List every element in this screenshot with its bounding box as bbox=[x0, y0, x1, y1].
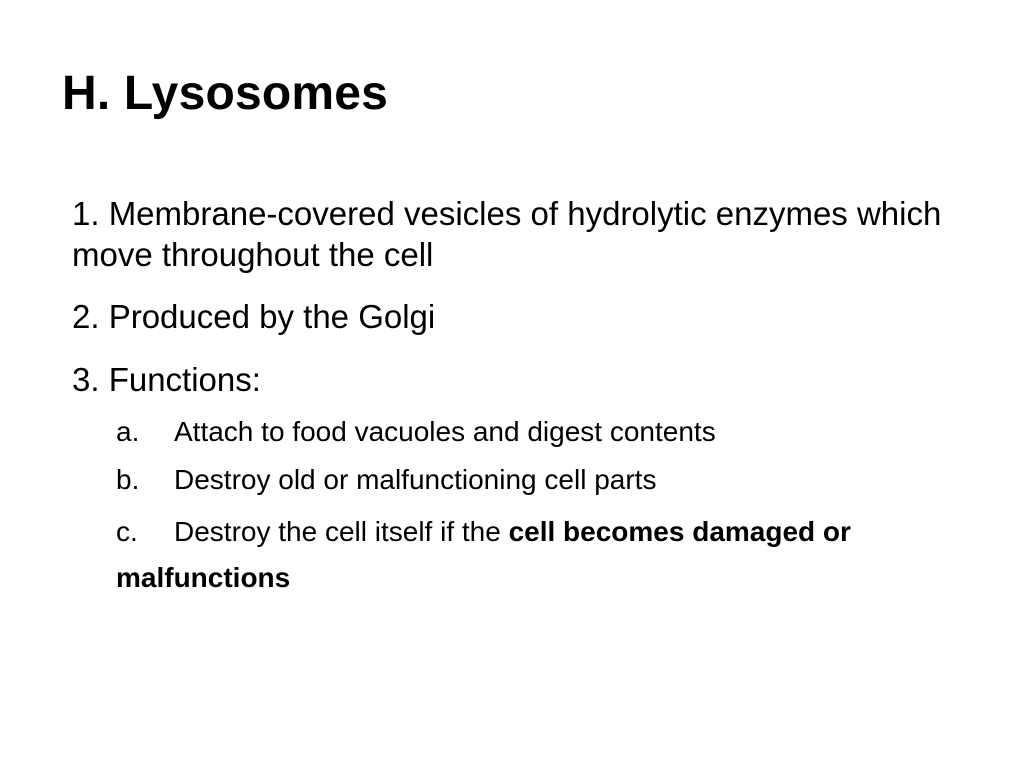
function-a-text: Attach to food vacuoles and digest contents bbox=[174, 416, 716, 447]
function-c-bold-text: cell becomes damaged or malfunctions bbox=[116, 516, 851, 594]
function-b-marker: b. bbox=[116, 463, 140, 495]
point-1: 1. Membrane-covered vesicles of hydrolytic enzymes which move throughout the cell bbox=[72, 195, 942, 274]
function-c-marker: c. bbox=[116, 516, 138, 548]
point-3: 3. Functions: bbox=[72, 360, 261, 398]
function-b bbox=[116, 456, 952, 504]
function-b-text: Destroy old or malfunctioning cell parts bbox=[174, 463, 657, 495]
function-a bbox=[116, 408, 952, 456]
point-2: 2. Produced by the Golgi bbox=[72, 297, 436, 335]
slide-body bbox=[72, 193, 952, 602]
slide-title: H. Lysosomes bbox=[62, 67, 389, 120]
function-c bbox=[116, 509, 896, 601]
function-c-text: Destroy the cell itself if the bbox=[174, 516, 509, 548]
function-a-marker: a. bbox=[116, 416, 140, 447]
